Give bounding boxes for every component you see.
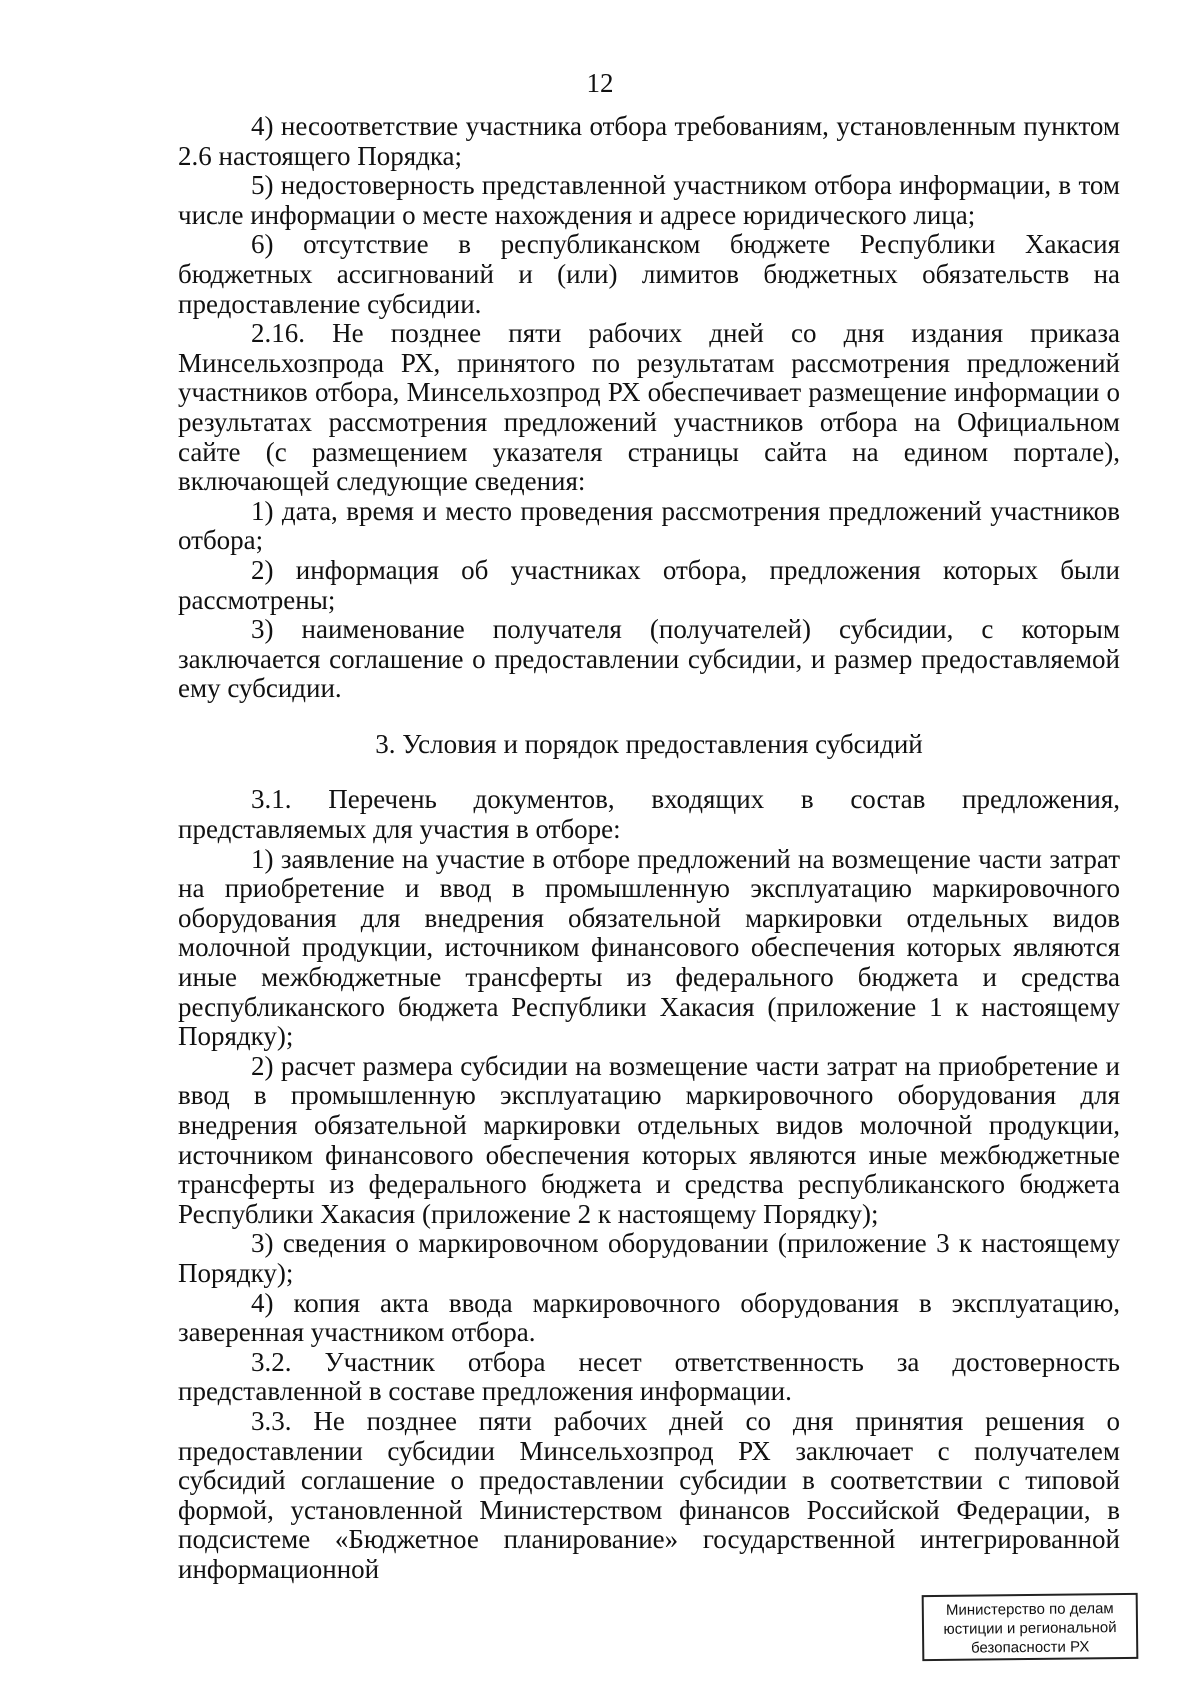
clause-2-16-item-1: 1) дата, время и место проведения рассмотрения предложений участников отбора; [178,495,1120,556]
clause-3-1-item-4: 4) копия акта ввода маркировочного оборудования в эксплуатацию, заверенная участником отбора. [178,1287,1120,1348]
clause-3-2: 3.2. Участник отбора несет ответственность за достоверность представленной в составе предложения информации. [178,1346,1120,1407]
clause-3-1-item-1: 1) заявление на участие в отборе предложений на возмещение части затрат на приобретение и ввод в промышленную эксплуатацию маркировочного оборудования для внедрения обязательной маркировки отдельных видов молочной продукции, источником финансового обеспечения которых являются иные межбюджетные трансферты из федерального бюджета и средства республиканского бюджета Республики Хакасия (приложение 1 к настоящему Порядку); [178,843,1120,1052]
stamp-line: Министерство по делам [945,1600,1114,1619]
clause-3-3: 3.3. Не позднее пяти рабочих дней со дня принятия решения о предоставлении субсидии Минсельхозпрод РХ заключает с получателем субсидий соглашение о предоставлении субсидии в соответствии с типовой формой, установленной Министерством финансов Российской Федерации, в подсистеме «Бюджетное планирование» государственной интегрированной информационной [178,1405,1120,1584]
ministry-stamp [922,1593,1139,1661]
clause-3-1-item-2: 2) расчет размера субсидии на возмещение части затрат на приобретение и ввод в промышленную эксплуатацию маркировочного оборудования для внедрения обязательной маркировки отдельных видов молочной продукции, источником финансового обеспечения которых являются иные межбюджетные трансферты из федерального бюджета и средства республиканского бюджета Республики Хакасия (приложение 2 к настоящему Порядку); [178,1050,1120,1229]
stamp-line: юстиции и региональной [943,1619,1117,1638]
list-item-4: 4) несоответствие участника отбора требованиям, установленным пунктом 2.6 настоящего Порядка; [178,111,1120,171]
clause-3-1-item-3: 3) сведения о маркировочном оборудовании (приложение 3 к настоящему Порядку); [178,1228,1120,1288]
clause-2-16-item-3: 3) наименование получателя (получателей) субсидии, с которым заключается соглашение о предоставлении субсидии, и размер предоставляемой ему субсидии. [178,614,1120,704]
section-heading: 3. Условия и порядок предоставления субсидий [375,728,923,759]
page-number: 12 [586,68,614,98]
stamp-line: безопасности РХ [970,1638,1090,1657]
clause-2-16: 2.16. Не позднее пяти рабочих дней со дня издания приказа Минсельхозпрода РХ, принятого по результатам рассмотрения предложений участников отбора, Минсельхозпрод РХ обеспечивает размещение информации о результатах рассмотрения предложений участников отбора на Официальном сайте (с размещением указателя страницы сайта на едином портале), включающей следующие сведения: [178,318,1120,497]
document-body [178,112,1120,1585]
clause-3-1: 3.1. Перечень документов, входящих в состав предложения, представляемых для участия в отборе: [178,784,1120,845]
clause-2-16-item-2: 2) информация об участниках отбора, предложения которых были рассмотрены; [178,554,1120,615]
list-item-6: 6) отсутствие в республиканском бюджете Республики Хакасия бюджетных ассигнований и (или) лимитов бюджетных обязательств на предоставление субсидии. [178,229,1120,319]
list-item-5: 5) недостоверность представленной участником отбора информации, в том числе информации о месте нахождения и адресе юридического лица; [178,170,1120,230]
